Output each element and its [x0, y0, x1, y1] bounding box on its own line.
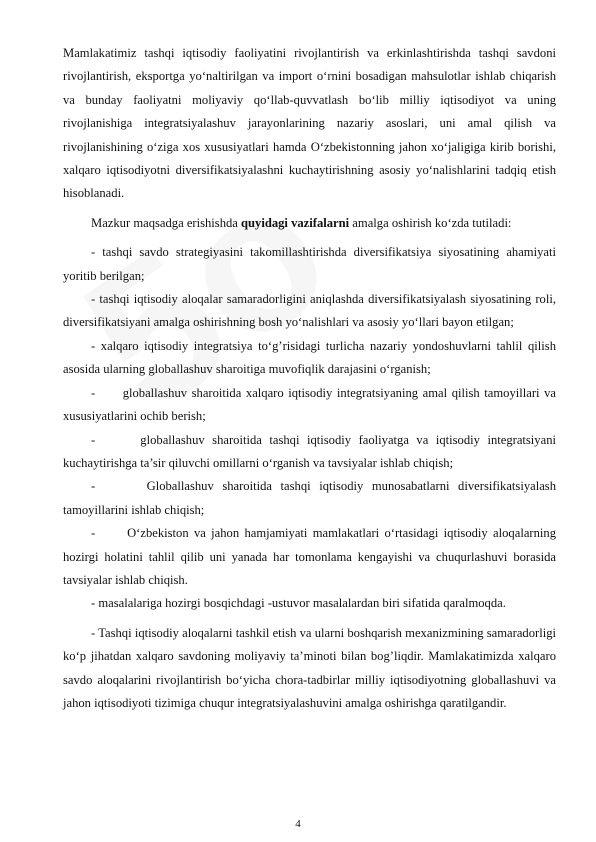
tasks-intro-bold: quyidagi vazifalarni — [241, 215, 350, 230]
page-number: 4 — [295, 818, 301, 830]
task-item: - globallashuv sharoitida tashqi iqtisodiy faoliyatga va iqtisodiy integratsiyani kuchaytirishga ta’sir qiluvchi omillarni o‘rganish va tavsiyalar ishlab chiqish; — [63, 432, 560, 470]
task-item: - O‘zbekiston va jahon hamjamiyati mamlakatlari o‘rtasidagi iqtisodiy aloqalarning hozirgi holatini tahlil qilib uni yanada har tomonlama kengayishi va chuqurlashuvi borasida tavsiyalar ishlab chiqish. — [63, 526, 560, 587]
tasks-intro-post: amalga oshirish ko‘zda tutiladi: — [349, 215, 512, 230]
task-item: - masalalariga hozirgi bosqichdagi -ustuvor masalalardan biri sifatida qaralmoqda. — [91, 596, 506, 611]
intro-paragraph: Mamlakatimiz tashqi iqtisodiy faoliyatini rivojlantirish va erkinlashtirishda tashqi savdoni rivojlantirish, eksportga yo‘naltirilgan va import o‘rnini bosadigan mahsulotlar ishlab chiqarish va bunday faoliyatni moliyaviy qo‘llab-quvvatlash bo‘lib milliy iqtisodiyot va uning rivojlanishiga integratsiyalashuv jarayonlarining nazariy asoslari, uni amal qilish va rivojlanishining o‘ziga xos xususiyatlari hamda O‘zbekistonning jahon xo‘jaligiga kirib borishi, xalqaro iqtisodiyotni diversifikatsiyalashni kuchaytirishning asosiy yo‘nalishlarini tadqiq etish hisoblanadi. — [63, 46, 556, 201]
task-item: - globallashuv sharoitida xalqaro iqtisodiy integratsiyaning amal qilish tamoyillari va xususiyatlarini ochib berish; — [63, 385, 560, 424]
task-item: - tashqi savdo strategiyasini takomillashtirishda diversifikatsiya siyosatining ahamiyati yoritib berilgan; — [63, 245, 556, 283]
tasks-intro-pre: Mazkur maqsadga erishishda — [91, 215, 242, 230]
tasks-intro-paragraph — [63, 212, 556, 235]
task-item: - xalqaro iqtisodiy integratsiya to‘g’risidagi turlicha nazariy yondoshuvlarni tahlil qilish asosida ularning globallashuv sharoitiga muvofiqlik darajasini o‘rganish; — [63, 338, 556, 377]
task-item: - tashqi iqtisodiy aloqalar samaradorligini aniqlashda diversifikatsiyalash siyosatining roli, diversifikatsiyani amalga oshirishning bosh yo‘nalishlari va asosiy yo‘llari bayon etilgan; — [63, 292, 556, 330]
document-body — [63, 42, 560, 715]
closing-paragraph: - Tashqi iqtisodiy aloqalarni tashkil etish va ularni boshqarish mexanizmining samaradorligi ko‘p jihatdan xalqaro savdoning moliyaviy ta’minoti bilan bog’liqdir. Mamlakatimizda xalqaro savdo aloqalarini rivojlantirish bo‘yicha chora-tadbirlar milliy iqtisodiyotning globallashuvi va jahon iqtisodiyoti tizimiga chuqur integratsiyalashuvini amalga oshirishga qaratilgandir. — [63, 625, 556, 710]
task-item: - Globallashuv sharoitida tashqi iqtisodiy munosabatlarni diversifikatsiyalash tamoyillarini ishlab chiqish; — [63, 479, 560, 517]
